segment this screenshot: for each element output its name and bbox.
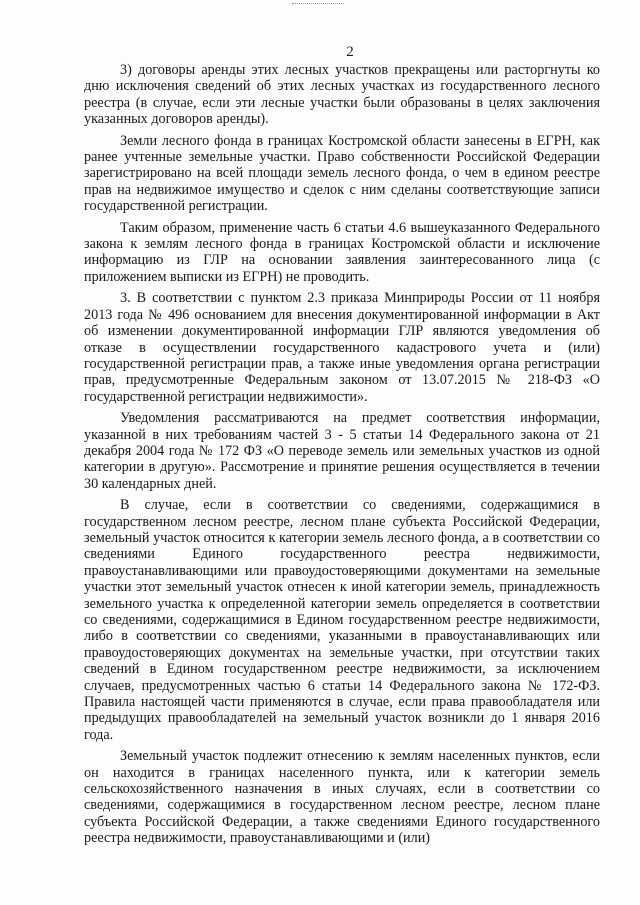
paragraph-forest-lands-egrn: Земли лесного фонда в границах Костромской области занесены в ЕГРН, как ранее учтенные земельные участки. Право собственности Российской Федерации зарегистрировано на всей площади земель лесного фонда, о чем в едином реестре прав на недвижимое имущество и сделок с ним сделаны соответствующие записи государственной регистрации.: [84, 132, 600, 215]
document-body: [84, 62, 600, 852]
paragraph-item-3-order: 3. В соответствии с пунктом 2.3 приказа Минприроды России от 11 ноября 2013 года № 496 основанием для внесения документированной информации в Акт об изменении документированной информации ГЛР являются уведомления об отказе в осуществлении государственного кадастрового учета и (или) государственной регистрации прав, а также иные уведомления органа регистрации прав, предусмотренные Федеральным законом от 13.07.2015 № 218-ФЗ «О государственной регистрации недвижимости».: [84, 290, 600, 405]
paragraph-conclusion: Таким образом, применение часть 6 статьи 4.6 вышеуказанного Федерального закона к землям лесного фонда в границах Костромской области и исключение информацию из ГЛР на основании заявления заинтересованного лица (с приложением выписки из ЕГРН) не проводить.: [84, 219, 600, 285]
scan-artifact: [292, 3, 344, 7]
paragraph-settlement-lands: Земельный участок подлежит отнесению к землям населенных пунктов, если он находится в границах населенного пункта, или к категории земель сельскохозяйственного назначения в иных случаях, если в соответствии со сведениями, содержащимися в государственном лесном реестре, лесном плане субъекта Российской Федерации, а также сведениями Единого государственного реестра недвижимости, правоустанавливающими и (или): [84, 748, 600, 847]
page-number: 2: [346, 44, 354, 60]
paragraph-land-category-rules: В случае, если в соответствии со сведениями, содержащимися в государственном лесном реестре, лесном плане субъекта Российской Федерации, земельный участок относится к категории земель лесного фонда, а в соответствии со сведениями Единого государственного реестра недвижимости, правоустанавливающими или правоудостоверяющими документами на земельные участки этот земельный участок отнесен к иной категории земель, принадлежность земельного участка к определенной категории земель определяется в соответствии со сведениями, содержащимися в Едином государственном реестре недвижимости, либо в соответствии со сведениями, указанными в правоустанавливающих или правоудостоверяющих документах на земельные участки, при отсутствии таких сведений в Едином государственном реестре недвижимости, за исключением случаев, предусмотренных частью 6 статьи 14 Федерального закона № 172-ФЗ. Правила настоящей части применяются в случае, если права правообладателя или предыдущих правообладателей на земельный участок возникли до 1 января 2016 года.: [84, 497, 600, 743]
paragraph-contracts-terminated: 3) договоры аренды этих лесных участков прекращены или расторгнуты ко дню исключения сведений об этих лесных участках из государственного лесного реестра (в случае, если эти лесные участки были образованы в целях заключения указанных договоров аренды).: [84, 62, 600, 128]
paragraph-notifications-review: Уведомления рассматриваются на предмет соответствия информации, указанной в них требованиям частей 3 - 5 статьи 14 Федерального закона от 21 декабря 2004 года № 172 ФЗ «О переводе земель или земельных участков из одной категории в другую». Рассмотрение и принятие решения осуществляется в течении 30 календарных дней.: [84, 410, 600, 492]
